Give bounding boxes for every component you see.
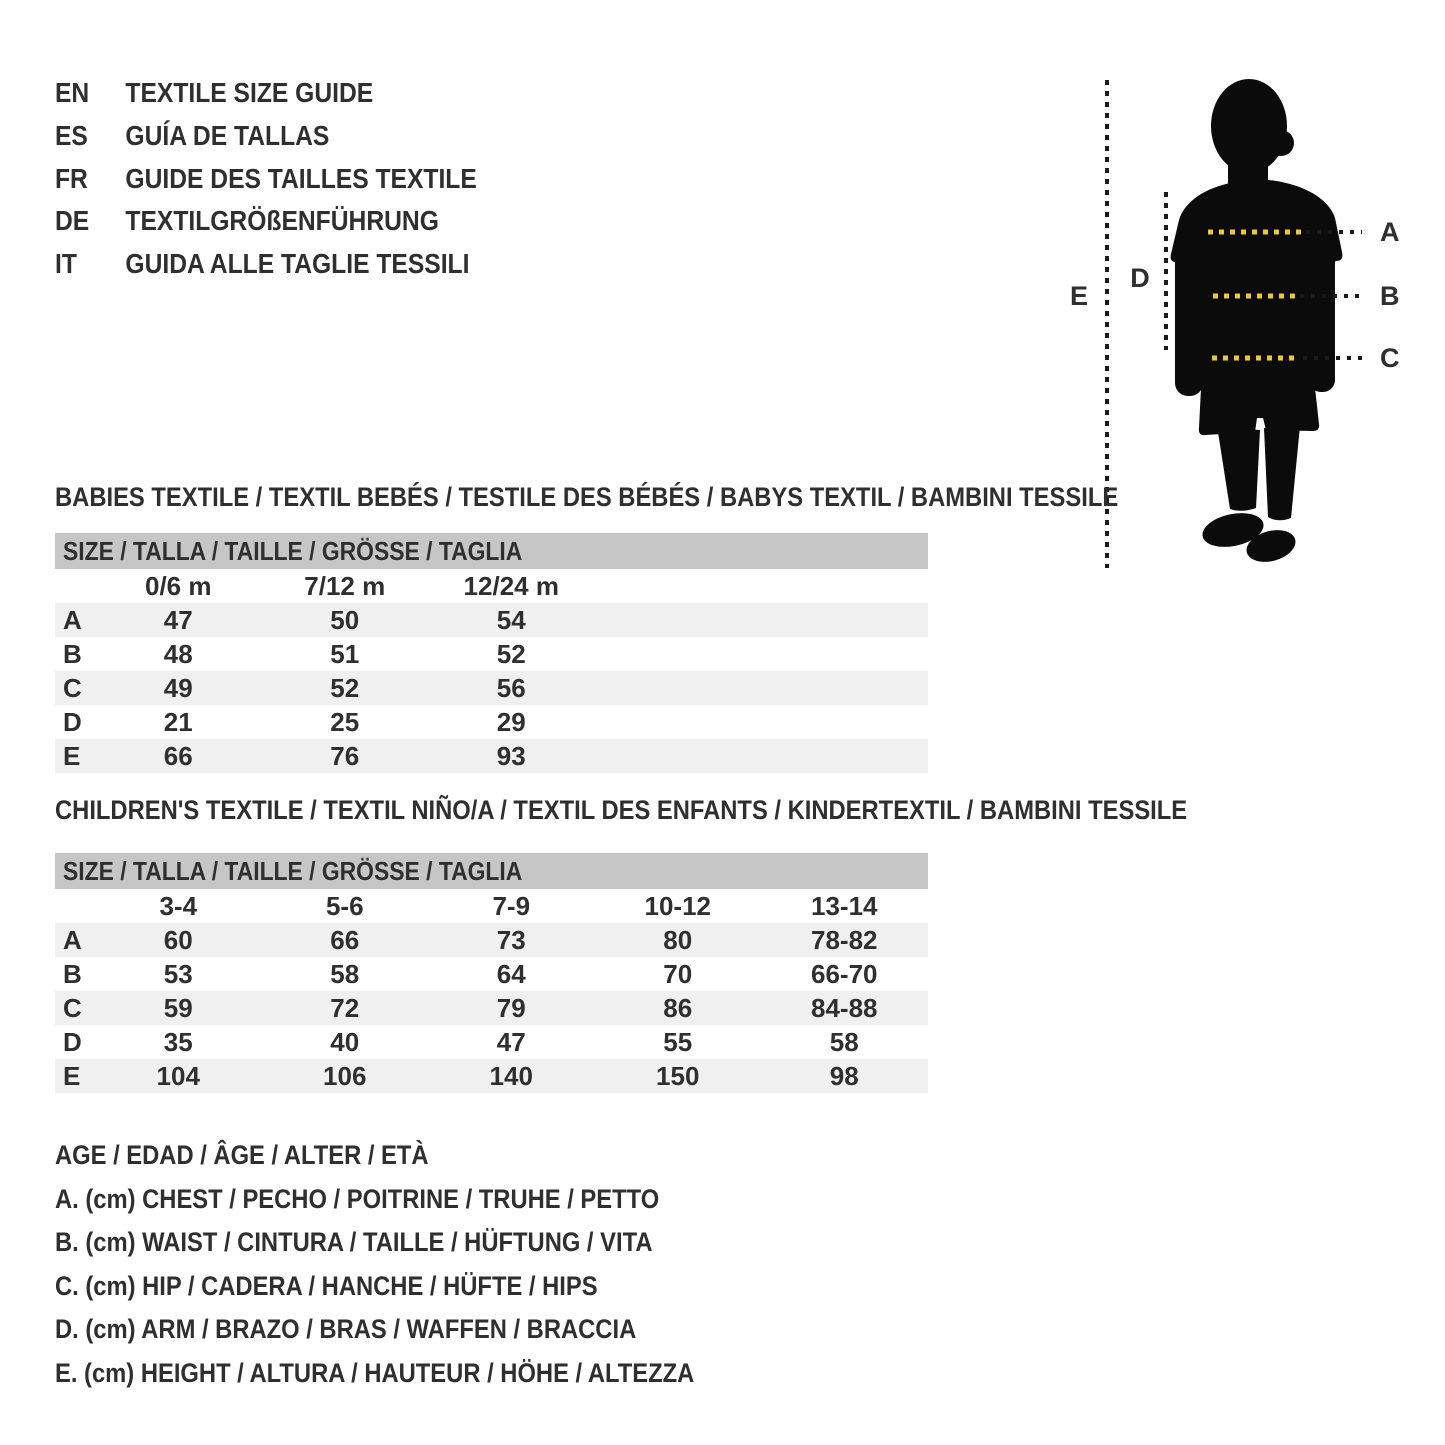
children-table-header-label: SIZE / TALLA / TAILLE / GRÖSSE / TAGLIA [63,856,523,886]
age-column: 13-14 [811,891,878,921]
figure-label-b: B [1380,281,1400,311]
language-code: ES [55,119,88,151]
table-cell: 80 [663,925,693,955]
babies-section-title: BABIES TEXTILE / TEXTIL BEBÉS / TESTILE DES BÉBÉS / BABYS TEXTIL / BAMBINI TESSILE [55,482,1119,512]
language-title: TEXTILGRÖßENFÜHRUNG [125,205,439,237]
silhouette-shorts [1199,388,1319,435]
figure-label-e: E [1069,281,1089,311]
babies-table-header [55,533,928,569]
table-cell: 73 [496,925,526,955]
table-cell: 56 [496,673,526,703]
table-cell: 64 [496,959,526,989]
table-row [55,637,928,671]
babies-age-row [55,569,928,603]
figure-label-c: C [1380,343,1400,373]
table-cell: 98 [829,1061,859,1091]
figure-label-d: D [1130,263,1150,293]
table-cell: 47 [163,605,193,635]
legend-height: E. (cm) HEIGHT / ALTURA / HAUTEUR / HÖHE / ALTEZZA [55,1357,695,1388]
language-code: FR [55,162,88,194]
row-label: B [63,959,82,989]
row-label: E [63,741,81,771]
row-label: A [63,605,82,635]
table-row [55,1025,928,1059]
language-code: IT [55,248,77,280]
table-cell: 66 [163,741,193,771]
silhouette-hair-curl [1268,130,1294,156]
table-cell: 76 [330,741,360,771]
table-row [55,923,928,957]
language-row-de [55,200,477,243]
language-title: TEXTILE SIZE GUIDE [125,77,374,108]
table-row [55,991,928,1025]
table-cell: 66 [330,925,360,955]
table-cell: 104 [156,1061,200,1091]
table-cell: 140 [489,1061,533,1091]
table-cell: 55 [663,1027,693,1057]
child-silhouette [1171,79,1343,567]
language-code: EN [55,77,90,108]
table-cell: 58 [829,1027,859,1057]
table-cell: 84-88 [811,993,878,1023]
table-cell: 86 [663,993,693,1023]
age-column: 10-12 [644,891,711,921]
table-cell: 35 [163,1027,193,1057]
children-section-title: CHILDREN'S TEXTILE / TEXTIL NIÑO/A / TEXTIL DES ENFANTS / KINDERTEXTIL / BAMBINI TESSILE [55,795,1188,825]
legend-hip: C. (cm) HIP / CADERA / HANCHE / HÜFTE / HIPS [55,1270,598,1301]
age-column: 12/24 m [463,571,559,601]
table-cell: 52 [330,673,360,703]
language-row-it [55,243,477,286]
language-row-es [55,115,477,158]
silhouette-right-leg [1264,426,1300,520]
row-label: D [63,1027,82,1057]
table-cell: 106 [323,1061,367,1091]
age-column: 7/12 m [304,571,386,601]
children-size-table [55,853,928,1093]
table-cell: 25 [330,707,360,737]
legend-arm: D. (cm) ARM / BRAZO / BRAS / WAFFEN / BRACCIA [55,1314,637,1344]
table-row [55,1059,928,1093]
children-age-row [55,889,928,923]
table-cell: 47 [496,1027,526,1057]
row-label: C [63,673,82,703]
table-cell: 50 [330,605,360,635]
table-cell: 29 [496,707,526,737]
babies-size-table [55,533,928,773]
table-row [55,603,928,637]
silhouette-left-leg [1218,429,1260,510]
babies-table-header-label: SIZE / TALLA / TAILLE / GRÖSSE / TAGLIA [63,536,523,566]
table-cell: 59 [163,993,193,1023]
row-label [55,889,95,923]
figure-label-a: A [1380,217,1400,247]
age-column: 3-4 [159,891,198,921]
language-row-en [55,72,477,115]
table-cell: 54 [496,605,526,635]
table-cell: 52 [496,639,526,669]
table-row [55,739,928,773]
table-cell: 150 [656,1061,700,1091]
row-label [55,569,95,603]
language-title: GUÍA DE TALLAS [125,119,330,151]
silhouette-left-arm [1175,248,1203,396]
age-column: 0/6 m [145,571,212,601]
legend-chest: A. (cm) CHEST / PECHO / POITRINE / TRUHE / PETTO [55,1183,660,1214]
row-label: B [63,639,82,669]
language-title: GUIDE DES TAILLES TEXTILE [125,162,477,194]
table-row [55,671,928,705]
row-label: A [63,925,82,955]
measurement-legend [55,1134,694,1395]
language-title-list [55,72,477,286]
legend-waist: B. (cm) WAIST / CINTURA / TAILLE / HÜFTUNG / VITA [55,1227,653,1257]
table-cell: 60 [163,925,193,955]
table-cell: 40 [330,1027,360,1057]
table-row [55,957,928,991]
language-code: DE [55,205,90,237]
table-cell: 66-70 [811,959,878,989]
table-cell: 78-82 [811,925,878,955]
language-title: GUIDA ALLE TAGLIE TESSILI [125,248,470,280]
table-cell: 48 [163,639,193,669]
table-cell: 21 [163,707,193,737]
table-cell: 58 [330,959,360,989]
legend-age: AGE / EDAD / ÂGE / ALTER / ETÀ [55,1140,429,1170]
table-row [55,705,928,739]
language-row-fr [55,158,477,201]
table-cell: 51 [330,639,360,669]
table-cell: 49 [163,673,193,703]
table-cell: 70 [663,959,693,989]
table-cell: 93 [496,741,526,771]
table-cell: 72 [330,993,360,1023]
silhouette-right-arm [1309,248,1335,392]
children-table-header [55,853,928,889]
age-column: 7-9 [492,891,531,921]
table-cell: 53 [163,959,193,989]
age-column: 5-6 [325,891,364,921]
row-label: D [63,707,82,737]
table-cell: 79 [496,993,526,1023]
row-label: E [63,1061,81,1091]
row-label: C [63,993,82,1023]
